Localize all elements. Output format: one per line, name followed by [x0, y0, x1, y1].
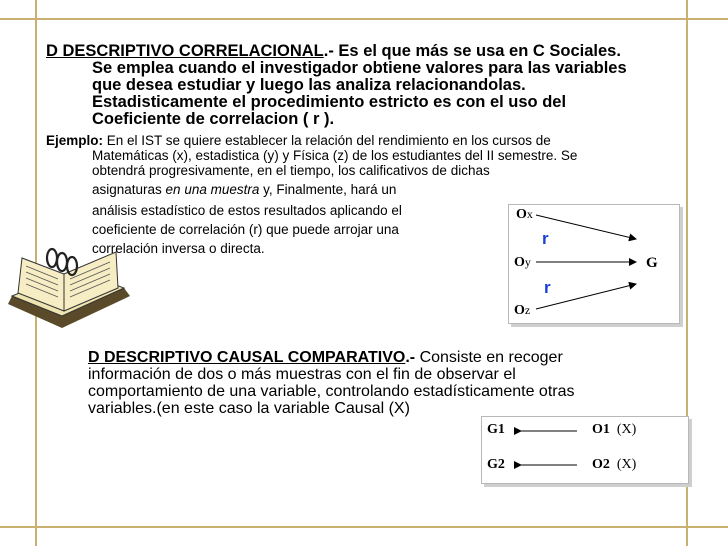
causal-arrows [481, 416, 689, 484]
o1-text: O1 [592, 422, 610, 437]
oz-letter: O [514, 303, 525, 318]
causal-lead: Consiste en recoger [419, 349, 563, 366]
causal-lead-sep: .- [405, 349, 420, 366]
frame-line-bottom [0, 526, 728, 528]
o2-text: O2 [592, 457, 610, 472]
correlacional-line-1: Se emplea cuando el investigador obtiene valores para las variables [92, 59, 627, 77]
ejemplo-line4-post: y, Finalmente, hará un [259, 182, 397, 197]
causal-line-2: comportamiento de una variable, controlando estadísticamente otras [88, 383, 575, 400]
correlacional-line-4: Coeficiente de correlacion ( r ). [92, 110, 335, 128]
causal-title: D DESCRIPTIVO CAUSAL COMPARATIVO [88, 349, 406, 366]
causal-line-1: información de dos o más muestras con el fin de observar el [88, 366, 516, 383]
oy-sub: y [524, 255, 531, 269]
ejemplo-line-7: correlación inversa o directa. [92, 241, 265, 256]
oz-sub: z [524, 303, 531, 317]
ejemplo-line4-pre: asignaturas [92, 182, 166, 197]
x2-text: (X) [616, 457, 637, 472]
correlacional-heading [46, 43, 621, 60]
ejemplo-label: Ejemplo: [46, 133, 104, 148]
x1-text: (X) [616, 422, 637, 437]
ejemplo-line-5: análisis estadístico de estos resultados aplicando el [92, 203, 402, 218]
ejemplo-line-6: coeficiente de correlación (r) que puede arrojar una [92, 222, 399, 237]
ejemplo-line-4 [92, 182, 396, 198]
oy-letter: O [514, 255, 525, 270]
ox-label [516, 207, 533, 223]
frame-line-top [0, 18, 728, 20]
correlacional-title: D DESCRIPTIVO CORRELACIONAL [46, 42, 324, 60]
correlacional-line-3: Estadisticamente el procedimiento estricto es con el uso del [92, 93, 567, 111]
o1-label [592, 422, 636, 438]
causal-line-3: variables.(en este caso la variable Causal (X) [88, 400, 410, 417]
g2-label: G2 [487, 457, 505, 472]
ejemplo-line-1 [46, 133, 551, 149]
ejemplo-line4-em: en una muestra [165, 182, 260, 197]
r-label-1: r [542, 229, 549, 248]
g-label: G [646, 255, 658, 271]
ox-sub: x [526, 207, 533, 221]
ox-letter: O [516, 207, 527, 222]
correlacional-lead: .- Es el que más se usa en C Sociales. [323, 42, 621, 60]
book-clipart [4, 244, 134, 334]
causal-heading [88, 349, 563, 367]
correlacional-line-2: que desea estudiar y luego las analiza relacionandolas. [92, 76, 526, 94]
o2-label [592, 457, 636, 473]
g1-label: G1 [487, 422, 505, 437]
ejemplo-first: En el IST se quiere establecer la relación del rendimiento en los cursos de [103, 133, 551, 148]
oy-label [514, 255, 531, 271]
r-label-2: r [544, 278, 551, 297]
ejemplo-line-3: obtendrá progresivamente, en el tiempo, los calificativos de dichas [92, 163, 490, 178]
oz-label [514, 303, 530, 319]
ejemplo-line-2: Matemáticas (x), estadistica (y) y Física (z) de los estudiantes del II semestre. Se [92, 148, 578, 163]
